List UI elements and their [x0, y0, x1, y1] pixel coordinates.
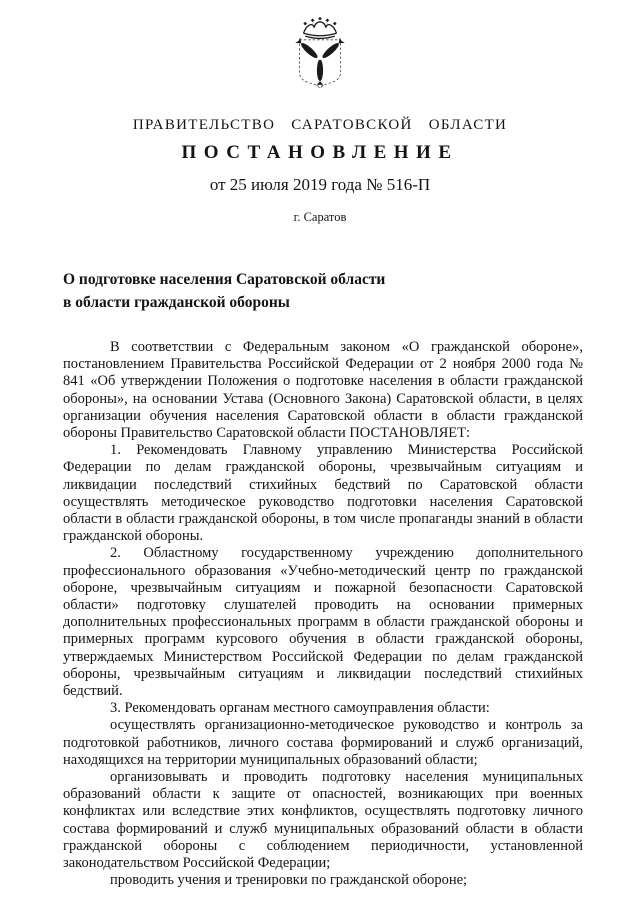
body-paragraph-item3-sub1: осуществлять организационно-методическое руководство и контроль за подготовкой работников, личного состава формирований и служб организаций, находящихся на территории муниципальных образований области; [63, 717, 583, 768]
document-header [0, 0, 640, 225]
document-type: ПОСТАНОВЛЕНИЕ [181, 142, 459, 163]
saratov-coat-of-arms-icon [283, 7, 357, 99]
body-paragraph-item1: 1. Рекомендовать Главному управлению Министерства Российской Федерации по делам гражданской обороны, чрезвычайным ситуациям и ликвидации последствий стихийных бедствий по Саратовской области осуществлять методическое руководство подготовки населения Саратовской области в области гражданской обороны, в том числе пропаганды знаний в области гражданской обороны. [63, 442, 583, 545]
document-title-line1: О подготовке населения Саратовской области [63, 271, 386, 288]
body-paragraph-item3-sub2: организовывать и проводить подготовку населения муниципальных образований области к защите от опасностей, возникающих при военных конфликтах или вследствие этих конфликтов, осуществлять подготовку личного состава формирований и служб муниципальных образований области в области гражданской обороны с соблюдением периодичности, установленной законодательством Российской Федерации; [63, 769, 583, 872]
body-paragraph-item3: 3. Рекомендовать органам местного самоуправления области: [110, 700, 490, 717]
body-paragraph-item2: 2. Областному государственному учреждению дополнительного профессионального образования «Учебно-методический центр по гражданской обороне, чрезвычайным ситуациям и пожарной безопасности Саратовской области» подготовку слушателей проводить на основании примерных дополнительных профессиональных программ в области гражданской обороны и примерных программ курсового обучения в области гражданской обороны, утверждаемых Министерством Российской Федерации по делам гражданской обороны, чрезвычайным ситуациям и ликвидации последствий стихийных бедствий. [63, 545, 583, 700]
body-paragraph-item3-sub3: проводить учения и тренировки по гражданской обороне; [110, 872, 468, 889]
body-paragraph-preamble: В соответствии с Федеральным законом «О гражданской обороне», постановлением Правительства Российской Федерации от 2 ноября 2000 года № 841 «Об утверждении Положения о подготовке населения в области гражданской обороны», на основании Устава (Основного Закона) Саратовской области, в целях организации обучения населения Саратовской области в области гражданской обороны Правительство Саратовской области ПОСТАНОВЛЯЕТ: [63, 339, 583, 442]
document-place: г. Саратов [293, 210, 347, 224]
document-title [63, 268, 580, 314]
issuing-authority: ПРАВИТЕЛЬСТВО САРАТОВСКОЙ ОБЛАСТИ [132, 117, 508, 133]
document-date-number: от 25 июля 2019 года № 516-П [209, 175, 431, 194]
document-body [63, 339, 583, 890]
document-title-line2: в области гражданской обороны [63, 294, 290, 311]
